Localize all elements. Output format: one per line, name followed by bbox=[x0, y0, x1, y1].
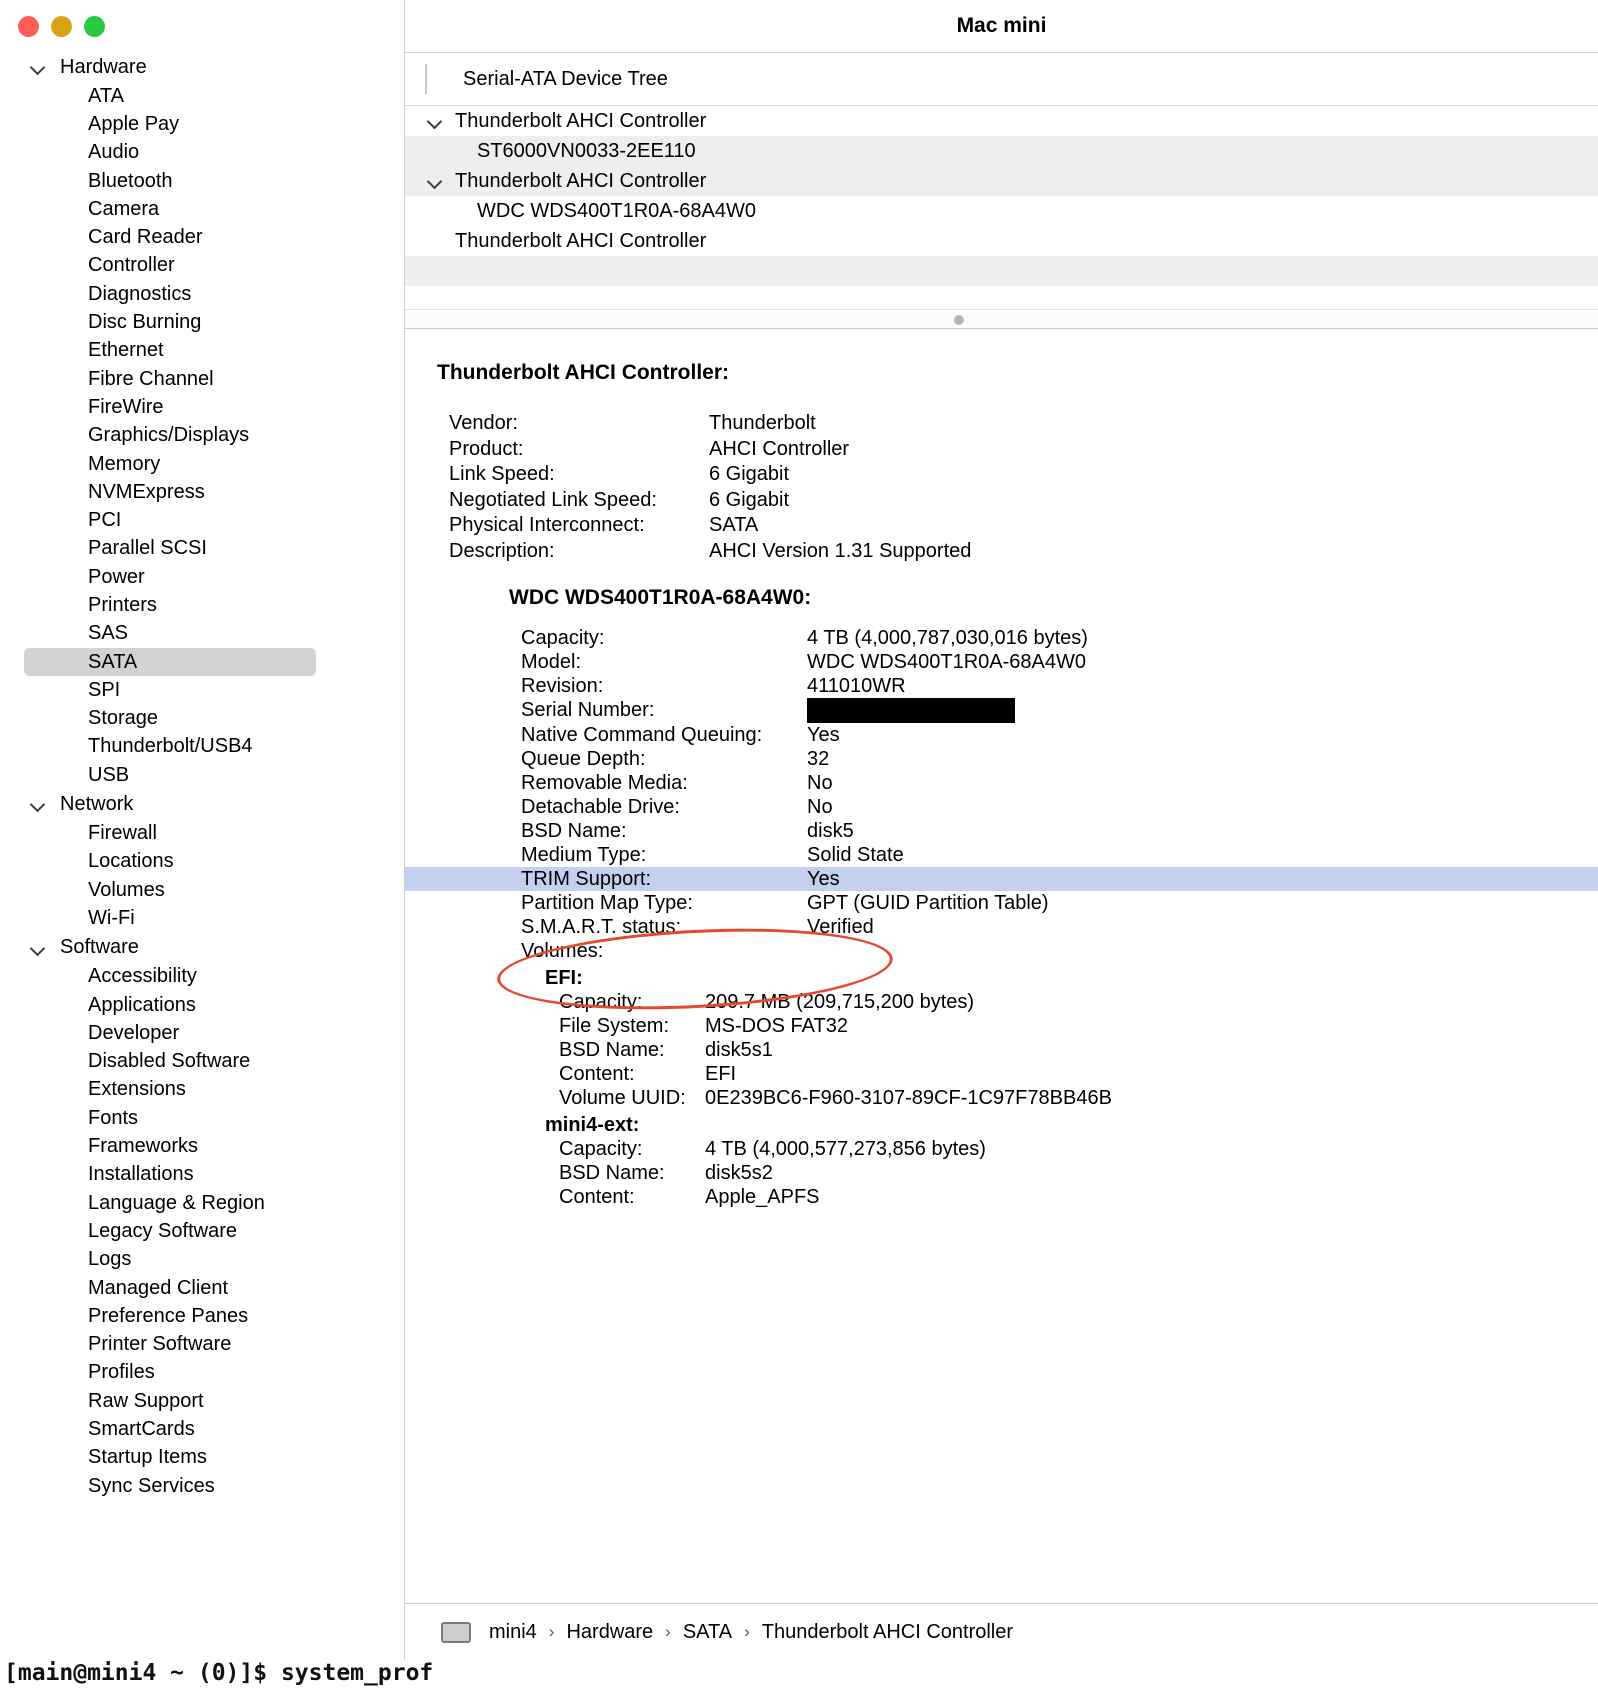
sidebar-item-label: Legacy Software bbox=[88, 1219, 237, 1242]
sidebar-item-locations[interactable] bbox=[0, 848, 404, 876]
tree-row[interactable] bbox=[405, 106, 1598, 136]
volume-field-file-system bbox=[405, 1014, 1598, 1038]
sidebar-item-label: Managed Client bbox=[88, 1276, 229, 1299]
detail-title: Thunderbolt AHCI Controller: bbox=[437, 361, 730, 384]
sidebar-group-label: Hardware bbox=[60, 55, 147, 78]
drive-title: WDC WDS400T1R0A-68A4W0: bbox=[509, 586, 812, 609]
chevron-down-icon[interactable] bbox=[30, 939, 48, 957]
drive-field-partition-map-type bbox=[405, 891, 1598, 915]
sidebar-item-label: Bluetooth bbox=[88, 169, 173, 192]
sidebar-item-label: Diagnostics bbox=[88, 282, 192, 305]
sidebar-item-label: Language & Region bbox=[88, 1191, 265, 1214]
sidebar-item-label: Extensions bbox=[88, 1078, 186, 1101]
detail-pane bbox=[405, 329, 1598, 1603]
breadcrumb bbox=[405, 1603, 1598, 1660]
sidebar-item-applications[interactable] bbox=[0, 991, 404, 1019]
field-key: Product: bbox=[449, 437, 524, 460]
sidebar-group-label: Software bbox=[60, 936, 139, 959]
sidebar-item-firewall[interactable] bbox=[0, 819, 404, 847]
field-value: GPT (GUID Partition Table) bbox=[807, 892, 1049, 915]
chevron-down-icon[interactable] bbox=[30, 58, 48, 76]
detail-field-physical-interconnect bbox=[405, 513, 1598, 539]
field-key: Detachable Drive: bbox=[521, 796, 680, 819]
sidebar-item-smartcards[interactable] bbox=[0, 1415, 404, 1443]
field-value: EFI bbox=[705, 1063, 737, 1086]
field-value: Solid State bbox=[807, 844, 904, 867]
field-value: disk5s1 bbox=[705, 1039, 773, 1062]
drive-field-trim-support[interactable] bbox=[405, 867, 1598, 891]
sidebar-item-label: Printers bbox=[88, 593, 157, 616]
sidebar-item-label: Logs bbox=[88, 1248, 132, 1271]
tree-row-label: Thunderbolt AHCI Controller bbox=[455, 109, 707, 132]
sidebar-item-label: Installations bbox=[88, 1163, 194, 1186]
volume-name-mini4-ext: mini4-ext: bbox=[545, 1114, 640, 1137]
field-key: Model: bbox=[521, 651, 582, 673]
field-value: 209.7 MB (209,715,200 bytes) bbox=[705, 991, 975, 1014]
sidebar-item-ata[interactable] bbox=[0, 82, 404, 110]
field-value: Yes bbox=[807, 868, 840, 891]
tree-row[interactable] bbox=[405, 136, 1598, 166]
volume-field-capacity bbox=[405, 990, 1598, 1014]
sidebar-item-label: Ethernet bbox=[88, 339, 164, 362]
sidebar-item-label: Sync Services bbox=[88, 1474, 215, 1497]
sidebar-item-sata[interactable] bbox=[24, 648, 316, 676]
sidebar-item-firewire[interactable] bbox=[0, 393, 404, 421]
sidebar-item-bluetooth[interactable] bbox=[0, 167, 404, 195]
field-key: TRIM Support: bbox=[521, 868, 652, 891]
sidebar-item-raw-support[interactable] bbox=[0, 1387, 404, 1415]
tree-row[interactable] bbox=[405, 256, 1598, 286]
drive-field-medium-type bbox=[405, 843, 1598, 867]
field-key: Serial Number: bbox=[521, 699, 655, 721]
detail-field-product bbox=[405, 437, 1598, 463]
sidebar-item-developer[interactable] bbox=[0, 1019, 404, 1047]
field-value: MS-DOS FAT32 bbox=[705, 1015, 848, 1038]
sidebar-item-managed-client[interactable] bbox=[0, 1274, 404, 1302]
sidebar-item-label: Parallel SCSI bbox=[88, 537, 207, 560]
sidebar-item-label: Graphics/Displays bbox=[88, 424, 250, 447]
sidebar-item-label: Developer bbox=[88, 1021, 180, 1044]
drive-field-removable-media bbox=[405, 771, 1598, 795]
sidebar-item-label: Frameworks bbox=[88, 1135, 199, 1158]
sidebar-item-label: Wi-Fi bbox=[88, 906, 135, 929]
sidebar-item-profiles[interactable] bbox=[0, 1359, 404, 1387]
field-key: BSD Name: bbox=[559, 1162, 665, 1185]
drive-field-smart-status bbox=[405, 915, 1598, 939]
field-key: Description: bbox=[449, 539, 555, 562]
sidebar-item-label: Preference Panes bbox=[88, 1304, 249, 1327]
field-key: Content: bbox=[559, 1186, 635, 1209]
sidebar-item-language-region[interactable] bbox=[0, 1189, 404, 1217]
sidebar-item-diagnostics[interactable] bbox=[0, 280, 404, 308]
sidebar-group-software[interactable] bbox=[0, 933, 404, 963]
sidebar-item-label: FireWire bbox=[88, 395, 164, 418]
field-value: disk5 bbox=[807, 820, 854, 843]
drive-field-queue-depth bbox=[405, 747, 1598, 771]
sidebar-item-memory[interactable] bbox=[0, 450, 404, 478]
column-header-label: Serial-ATA Device Tree bbox=[463, 67, 668, 90]
field-key: Negotiated Link Speed: bbox=[449, 488, 657, 511]
sidebar-item-sas[interactable] bbox=[0, 620, 404, 648]
sidebar-item-logs[interactable] bbox=[0, 1246, 404, 1274]
terminal-text: [main@mini4 ~ (0)]$ system_prof bbox=[0, 1660, 1598, 1692]
volume-field-capacity bbox=[405, 1137, 1598, 1161]
breadcrumb-separator-icon: › bbox=[665, 1622, 671, 1641]
field-value: Yes bbox=[807, 724, 840, 747]
sidebar-item-label: Controller bbox=[88, 254, 175, 277]
sidebar-item-camera[interactable] bbox=[0, 195, 404, 223]
sidebar-item-pci[interactable] bbox=[0, 506, 404, 534]
detail-field-negotiated-link-speed bbox=[405, 488, 1598, 514]
field-value: Thunderbolt bbox=[709, 412, 816, 434]
sidebar-item-fibre-channel[interactable] bbox=[0, 365, 404, 393]
detail-field-description bbox=[405, 539, 1598, 565]
sidebar bbox=[0, 0, 405, 1660]
detail-field-vendor bbox=[405, 411, 1598, 437]
sidebar-item-label: Fibre Channel bbox=[88, 367, 214, 390]
sidebar-item-storage[interactable] bbox=[0, 705, 404, 733]
tree-row-label: Thunderbolt AHCI Controller bbox=[455, 229, 707, 252]
sidebar-item-frameworks[interactable] bbox=[0, 1132, 404, 1160]
sidebar-item-sync-services[interactable] bbox=[0, 1472, 404, 1500]
sidebar-item-label: NVMExpress bbox=[88, 480, 205, 503]
field-value: No bbox=[807, 772, 833, 795]
field-value: 6 Gigabit bbox=[709, 463, 790, 485]
sidebar-item-label: Apple Pay bbox=[88, 112, 180, 135]
zoom-button-icon[interactable] bbox=[84, 16, 105, 37]
sidebar-item-graphics-displays[interactable] bbox=[0, 422, 404, 450]
sidebar-item-label: Camera bbox=[88, 197, 160, 220]
field-key: Queue Depth: bbox=[521, 748, 646, 771]
horizontal-scrollbar[interactable] bbox=[405, 309, 1598, 328]
field-key: Physical Interconnect: bbox=[449, 514, 645, 536]
sidebar-item-label: PCI bbox=[88, 509, 122, 532]
drive-field-serial-number bbox=[405, 698, 1598, 723]
field-key: Capacity: bbox=[559, 1138, 643, 1161]
sidebar-item-label: Startup Items bbox=[88, 1446, 207, 1469]
sidebar-item-parallel-scsi[interactable] bbox=[0, 535, 404, 563]
drive-field-native-command-queuing bbox=[405, 723, 1598, 747]
sidebar-item-label: Card Reader bbox=[88, 226, 203, 249]
field-value: Apple_APFS bbox=[705, 1186, 820, 1209]
sidebar-item-legacy-software[interactable] bbox=[0, 1217, 404, 1245]
field-key: BSD Name: bbox=[559, 1039, 665, 1062]
sidebar-item-label: Disc Burning bbox=[88, 311, 202, 334]
drive-field-model bbox=[405, 650, 1598, 674]
drive-field-bsd-name bbox=[405, 819, 1598, 843]
field-value: Verified bbox=[807, 916, 874, 939]
field-value: disk5s2 bbox=[705, 1162, 773, 1185]
volume-name-efi: EFI: bbox=[545, 967, 583, 990]
field-key: Vendor: bbox=[449, 412, 518, 434]
sidebar-item-label: Locations bbox=[88, 850, 174, 873]
field-value bbox=[807, 939, 1598, 963]
sidebar-item-label: USB bbox=[88, 763, 130, 786]
sidebar-item-label: Audio bbox=[88, 141, 140, 164]
sidebar-item-wifi[interactable] bbox=[0, 904, 404, 932]
chevron-down-icon[interactable] bbox=[427, 172, 445, 190]
chevron-down-icon[interactable] bbox=[30, 795, 48, 813]
scrollbar-thumb[interactable] bbox=[954, 315, 964, 325]
sidebar-item-installations[interactable] bbox=[0, 1161, 404, 1189]
chevron-down-icon[interactable] bbox=[427, 112, 445, 130]
field-key: Link Speed: bbox=[449, 463, 555, 485]
field-key: File System: bbox=[559, 1015, 670, 1038]
sidebar-item-thunderbolt-usb4[interactable] bbox=[0, 733, 404, 761]
sidebar-item-startup-items[interactable] bbox=[0, 1444, 404, 1472]
sidebar-item-usb[interactable] bbox=[0, 761, 404, 789]
field-value: 4 TB (4,000,577,273,856 bytes) bbox=[705, 1138, 986, 1161]
volume-field-bsd-name bbox=[405, 1038, 1598, 1062]
field-key: Native Command Queuing: bbox=[521, 724, 763, 747]
field-value: 32 bbox=[807, 748, 830, 771]
field-value-redacted bbox=[807, 698, 1598, 723]
field-value: AHCI Controller bbox=[709, 437, 850, 460]
sidebar-item-label: SAS bbox=[88, 622, 129, 645]
sidebar-item-apple-pay[interactable] bbox=[0, 110, 404, 138]
device-tree-column-header[interactable] bbox=[405, 53, 1598, 106]
field-key: Revision: bbox=[521, 675, 604, 697]
breadcrumb-item-controller[interactable]: Thunderbolt AHCI Controller bbox=[761, 1620, 1014, 1643]
field-key: Removable Media: bbox=[521, 772, 688, 795]
sidebar-item-label: Profiles bbox=[88, 1361, 155, 1384]
volume-field-volume-uuid bbox=[405, 1086, 1598, 1110]
breadcrumb-item-hardware[interactable]: Hardware bbox=[566, 1620, 654, 1643]
sidebar-item-spi[interactable] bbox=[0, 676, 404, 704]
minimize-button-icon[interactable] bbox=[51, 16, 72, 37]
sidebar-item-accessibility[interactable] bbox=[0, 963, 404, 991]
drive-field-detachable-drive bbox=[405, 795, 1598, 819]
device-tree bbox=[405, 106, 1598, 329]
volume-field-content bbox=[405, 1062, 1598, 1086]
drive-field-capacity bbox=[405, 626, 1598, 650]
sidebar-item-preference-panes[interactable] bbox=[0, 1302, 404, 1330]
field-key: S.M.A.R.T. status: bbox=[521, 916, 682, 939]
field-key: Capacity: bbox=[521, 627, 605, 649]
breadcrumb-item-device[interactable]: mini4 bbox=[489, 1620, 537, 1643]
sidebar-item-label: SPI bbox=[88, 678, 121, 701]
redaction-bar bbox=[807, 698, 1015, 723]
field-key: Volumes: bbox=[521, 940, 604, 963]
sidebar-item-label: Fonts bbox=[88, 1106, 139, 1129]
sidebar-item-audio[interactable] bbox=[0, 139, 404, 167]
sidebar-item-label: Applications bbox=[88, 993, 196, 1016]
field-value: WDC WDS400T1R0A-68A4W0 bbox=[807, 651, 1086, 673]
sidebar-item-printer-software[interactable] bbox=[0, 1330, 404, 1358]
sidebar-item-label: SmartCards bbox=[88, 1418, 195, 1440]
sidebar-item-power[interactable] bbox=[0, 563, 404, 591]
field-key: Capacity: bbox=[559, 991, 643, 1014]
sidebar-group-label: Network bbox=[60, 792, 134, 815]
sidebar-group-network[interactable] bbox=[0, 789, 404, 819]
field-key: Medium Type: bbox=[521, 844, 647, 867]
sidebar-item-label: Accessibility bbox=[88, 965, 197, 988]
field-value: 0E239BC6-F960-3107-89CF-1C97F78BB46B bbox=[705, 1087, 1112, 1110]
sidebar-item-label: Power bbox=[88, 565, 145, 588]
tree-row[interactable] bbox=[405, 166, 1598, 196]
sidebar-item-label: Storage bbox=[88, 707, 159, 730]
tree-row-label: ST6000VN0033-2EE110 bbox=[477, 139, 696, 162]
window-controls[interactable] bbox=[18, 16, 105, 37]
sidebar-item-label: SATA bbox=[88, 650, 138, 673]
field-value: SATA bbox=[709, 514, 759, 536]
page-title: Mac mini bbox=[956, 14, 1047, 37]
breadcrumb-item-sata[interactable]: SATA bbox=[682, 1620, 733, 1643]
field-value: AHCI Version 1.31 Supported bbox=[709, 539, 972, 562]
close-button-icon[interactable] bbox=[18, 16, 39, 37]
mac-mini-icon bbox=[441, 1622, 471, 1643]
sidebar-item-label: Printer Software bbox=[88, 1333, 232, 1356]
field-key: BSD Name: bbox=[521, 820, 627, 843]
sidebar-item-label: ATA bbox=[88, 84, 124, 107]
field-value: No bbox=[807, 796, 833, 819]
sidebar-item-volumes[interactable] bbox=[0, 876, 404, 904]
field-value: 4 TB (4,000,787,030,016 bytes) bbox=[807, 627, 1088, 649]
content-pane bbox=[405, 0, 1598, 1660]
sidebar-item-label: Firewall bbox=[88, 822, 157, 845]
window-title-bar bbox=[405, 0, 1598, 53]
field-key: Partition Map Type: bbox=[521, 892, 693, 915]
sidebar-item-controller[interactable] bbox=[0, 252, 404, 280]
drive-field-volumes bbox=[405, 939, 1598, 963]
sidebar-item-label: Thunderbolt/USB4 bbox=[88, 735, 253, 758]
sidebar-item-label: Memory bbox=[88, 452, 161, 475]
sidebar-item-nvmexpress[interactable] bbox=[0, 478, 404, 506]
tree-row[interactable] bbox=[405, 226, 1598, 256]
sidebar-item-fonts[interactable] bbox=[0, 1104, 404, 1132]
field-key: Volume UUID: bbox=[559, 1087, 686, 1110]
sidebar-item-card-reader[interactable] bbox=[0, 223, 404, 251]
sidebar-item-printers[interactable] bbox=[0, 591, 404, 619]
sidebar-list bbox=[0, 52, 404, 1500]
sidebar-item-label: Disabled Software bbox=[88, 1050, 251, 1073]
breadcrumb-separator-icon: › bbox=[744, 1622, 750, 1641]
tree-row[interactable] bbox=[405, 196, 1598, 226]
drive-field-revision bbox=[405, 674, 1598, 698]
sidebar-item-ethernet[interactable] bbox=[0, 337, 404, 365]
tree-row-label: WDC WDS400T1R0A-68A4W0 bbox=[477, 199, 756, 222]
sidebar-item-disc-burning[interactable] bbox=[0, 308, 404, 336]
tree-row-label: Thunderbolt AHCI Controller bbox=[455, 169, 707, 192]
volume-field-content bbox=[405, 1185, 1598, 1209]
sidebar-item-label: Raw Support bbox=[88, 1389, 204, 1412]
sidebar-item-extensions[interactable] bbox=[0, 1076, 404, 1104]
column-divider bbox=[425, 64, 427, 94]
detail-field-link-speed bbox=[405, 462, 1598, 488]
sidebar-item-disabled-software[interactable] bbox=[0, 1048, 404, 1076]
field-key: Content: bbox=[559, 1063, 635, 1086]
volume-field-bsd-name bbox=[405, 1161, 1598, 1185]
field-value: 6 Gigabit bbox=[709, 488, 790, 511]
sidebar-item-label: Volumes bbox=[88, 878, 165, 901]
sidebar-group-hardware[interactable] bbox=[0, 52, 404, 82]
breadcrumb-separator-icon: › bbox=[548, 1622, 555, 1641]
field-value: 411010WR bbox=[807, 675, 906, 697]
